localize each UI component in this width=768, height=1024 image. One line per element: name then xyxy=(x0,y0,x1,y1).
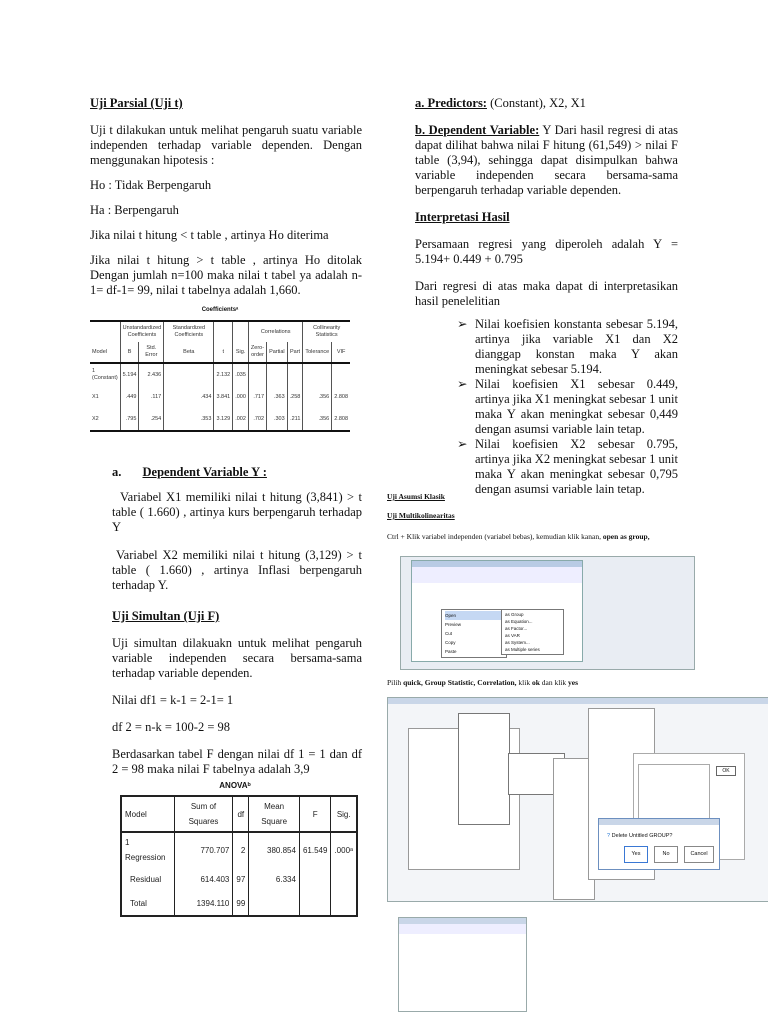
cell: 61.549 xyxy=(299,832,330,867)
col-header: Tolerance xyxy=(303,342,332,363)
col-header: Sum of Squares xyxy=(174,796,233,832)
cell: .002 xyxy=(233,408,249,431)
section-title-interpretasi: Interpretasi Hasil xyxy=(415,210,510,224)
toolbar xyxy=(412,567,582,583)
df1-text: Nilai df1 = k-1 = 2-1= 1 xyxy=(112,693,234,707)
menu-item-as-group[interactable]: as Group xyxy=(505,612,524,617)
list-item xyxy=(457,437,678,497)
menu-item-cut[interactable]: Cut xyxy=(445,631,453,636)
table-row xyxy=(121,832,357,867)
table-row xyxy=(90,408,350,431)
rule-1: Jika nilai t hitung < t table , artinya Ho diterima xyxy=(90,228,329,242)
menu-item[interactable]: as Equation... xyxy=(505,619,533,624)
dependent-note xyxy=(415,123,678,198)
cell xyxy=(299,891,330,916)
arrow-bullet-icon: ➢ xyxy=(457,317,468,331)
menu-item[interactable]: as System... xyxy=(505,640,530,645)
cell: 99 xyxy=(233,891,249,916)
cell xyxy=(249,891,300,916)
predictors-note xyxy=(415,96,678,111)
paragraph-x2: Variabel X2 memiliki nilai t hitung (3,129) > t table ( 1.660) , artinya Inflasi berpengaruh terhadap Y. xyxy=(112,548,362,592)
cell: X2 xyxy=(92,415,99,422)
screenshot-correlation-output xyxy=(398,917,527,1012)
text: dan klik xyxy=(539,678,569,687)
cell: 2.808 xyxy=(332,408,350,431)
paragraph: Dari regresi di atas maka dapat di interpretasikan hasil penelelitian xyxy=(415,279,678,308)
dependent-title: Dependent Variable Y : xyxy=(142,465,267,479)
cell: 2.808 xyxy=(332,386,350,408)
toolbar xyxy=(399,924,526,934)
regression-equation: Persamaan regresi yang diperoleh adalah Y = 5.194+ 0.449 + 0.795 xyxy=(415,237,678,266)
screenshot-open-as-group xyxy=(400,556,695,670)
cell: 2.436 xyxy=(139,363,164,386)
anova-table xyxy=(120,795,358,917)
cell: Residual xyxy=(130,874,162,884)
cell xyxy=(331,867,357,891)
question-icon: ? xyxy=(607,833,611,839)
cell: X1 xyxy=(92,393,99,400)
cancel-button[interactable]: Cancel xyxy=(684,846,714,863)
asumsi-section xyxy=(387,492,707,542)
cell: .000ᵃ xyxy=(331,832,357,867)
text: open as group, xyxy=(602,532,650,541)
cell: 3.129 xyxy=(214,408,233,431)
coefficients-title: Coefficientsᵃ xyxy=(201,307,239,313)
instruction-1 xyxy=(387,532,707,542)
cell: .258 xyxy=(287,386,303,408)
ok-button[interactable]: OK xyxy=(716,766,736,776)
table-row xyxy=(90,386,350,408)
interpretation-list xyxy=(415,317,678,497)
submenu xyxy=(501,609,564,655)
right-column xyxy=(415,96,678,497)
table-row xyxy=(90,363,350,386)
group-header: Standardized Coefficients xyxy=(164,321,214,342)
section-title-multikolinearitas: Uji Multikolinearitas xyxy=(387,511,455,520)
screenshot-group-statistic xyxy=(387,697,768,902)
menu-item[interactable]: as VAR xyxy=(505,633,520,638)
cell: 3.841 xyxy=(214,386,233,408)
delete-group-dialog xyxy=(598,818,720,870)
cell: Total xyxy=(130,898,147,908)
yes-button[interactable]: Yes xyxy=(624,846,648,863)
cell: .434 xyxy=(164,386,214,408)
cell: 2 xyxy=(233,832,249,867)
context-menu xyxy=(441,609,507,658)
cell: 5.194 xyxy=(120,363,139,386)
cell: 1 (Constant) xyxy=(92,368,118,381)
menu-item[interactable]: as Factor... xyxy=(505,626,528,631)
interpretation-t xyxy=(112,490,362,777)
instruction-2 xyxy=(387,678,717,688)
col-header: Std. Error xyxy=(139,342,164,363)
col-header: Partial xyxy=(267,342,288,363)
value: Y Dari hasil regresi di atas dapat dilihat bahwa nilai F hitung (61,549) > nilai F table (3,94), sehingga dapat disimpulkan bahwa variable independen secara bersama-sama berpengaruh terhadap variable dependen. xyxy=(415,123,678,197)
col-header: t xyxy=(214,342,233,363)
menu-item-paste[interactable]: Paste xyxy=(445,649,457,654)
menu-bar xyxy=(388,698,768,704)
cell xyxy=(267,363,288,386)
quick-menu xyxy=(458,713,510,825)
menu-item-preview[interactable]: Preview xyxy=(445,622,462,627)
cell xyxy=(303,363,332,386)
f-table-text: Berdasarkan tabel F dengan nilai df 1 = 1 dan df 2 = 98 maka nilai F tabelnya adalah 3,9 xyxy=(112,747,362,776)
text: quick, Group Statistic, Correlation, xyxy=(403,678,517,687)
cell xyxy=(299,867,330,891)
cell: .363 xyxy=(267,386,288,408)
dependent-heading xyxy=(112,465,267,480)
menu-item-open[interactable]: Open xyxy=(445,611,503,620)
cell: .117 xyxy=(139,386,164,408)
col-header: Model xyxy=(121,796,174,832)
cell: 1394.110 xyxy=(174,891,233,916)
value: (Constant), X2, X1 xyxy=(490,96,586,110)
label: a. Predictors: xyxy=(415,96,487,110)
col-header: B xyxy=(120,342,139,363)
text: ok xyxy=(531,678,540,687)
cell xyxy=(331,891,357,916)
paragraph: Uji t dilakukan untuk melihat pengaruh suatu variable independen terhadap variable dependen. Dengan menggunakan hipotesis : xyxy=(90,123,362,167)
text: klik xyxy=(516,678,532,687)
menu-item[interactable]: as Multiple series xyxy=(505,647,540,652)
cell: 380.854 xyxy=(249,832,300,867)
dialog-text: Delete Untitled GROUP? xyxy=(611,833,673,839)
cell: .717 xyxy=(248,386,266,408)
col-header: df xyxy=(233,796,249,832)
cell: 97 xyxy=(233,867,249,891)
menu-item-copy[interactable]: Copy xyxy=(445,640,456,645)
list-item xyxy=(457,377,678,437)
cell: .254 xyxy=(139,408,164,431)
col-header: Part xyxy=(287,342,303,363)
list-item xyxy=(457,317,678,377)
cell: .303 xyxy=(267,408,288,431)
hypothesis-ho: Ho : Tidak Berpengaruh xyxy=(90,178,212,192)
bullet-text: Nilai koefisien X2 sebesar 0.795, artinya jika X2 meningkat sebesar 1 unit maka Y akan meningkat sebesar 0,795 dengan asumsi variable lain tetap. xyxy=(475,437,678,496)
col-header: VIF xyxy=(332,342,350,363)
cell: .035 xyxy=(233,363,249,386)
cell: 770.707 xyxy=(174,832,233,867)
col-header: Mean Square xyxy=(249,796,300,832)
cell: 1 Regression xyxy=(125,838,166,862)
text: yes xyxy=(568,678,579,687)
group-header: Collinearity Statistics xyxy=(303,321,350,342)
col-header: Model xyxy=(90,342,120,363)
no-button[interactable]: No xyxy=(654,846,678,863)
text: Pilih xyxy=(387,678,404,687)
cell: 614.403 xyxy=(174,867,233,891)
col-header: Zero-order xyxy=(248,342,266,363)
cell xyxy=(332,363,350,386)
df2-text: df 2 = n-k = 100-2 = 98 xyxy=(112,720,231,734)
list-marker: a. xyxy=(112,465,122,479)
rule-2: Jika nilai t hitung > t table , artinya Ho ditolak Dengan jumlah n=100 maka nilai t tabel ya adalah n-1= df-1= 99, nilai t tabelnya adalah 1,660. xyxy=(90,253,362,297)
cell xyxy=(287,363,303,386)
section-title-uji-t: Uji Parsial (Uji t) xyxy=(90,96,183,110)
cell: .356 xyxy=(303,386,332,408)
paragraph: Uji simultan dilakuakn untuk melihat pengaruh variable independen secara bersama-sama terhadap variable dependen. xyxy=(112,636,362,680)
cell: .000 xyxy=(233,386,249,408)
group-header: Unstandardized Coefficients xyxy=(120,321,164,342)
arrow-bullet-icon: ➢ xyxy=(457,437,468,451)
group-header: Correlations xyxy=(248,321,302,342)
arrow-bullet-icon: ➢ xyxy=(457,377,468,391)
section-title-uji-f: Uji Simultan (Uji F) xyxy=(112,609,220,623)
text: Ctrl + Klik variabel independen (variabel bebas), kemudian klik kanan, xyxy=(387,532,603,541)
table-row xyxy=(121,891,357,916)
paragraph-x1: Variabel X1 memiliki nilai t hitung (3,841) > t table ( 1.660) , artinya kurs berpengaruh terhadap Y xyxy=(112,490,362,534)
cell: .449 xyxy=(120,386,139,408)
anova-title: ANOVAᵇ xyxy=(219,781,251,790)
label: b. Dependent Variable: xyxy=(415,123,540,137)
col-header: F xyxy=(299,796,330,832)
cell: .702 xyxy=(248,408,266,431)
section-title-asumsi: Uji Asumsi Klasik xyxy=(387,492,445,501)
left-column xyxy=(90,96,362,298)
bullet-text: Nilai koefisien X1 sebesar 0.449, artinya jika X1 meningkat sebesar 1 unit maka Y akan meningkat sebesar 0,449 dengan asumsi variable lain tetap. xyxy=(475,377,678,436)
col-header: Sig. xyxy=(233,342,249,363)
hypothesis-ha: Ha : Berpengaruh xyxy=(90,203,179,217)
cell xyxy=(248,363,266,386)
cell: 2.132 xyxy=(214,363,233,386)
cell: .356 xyxy=(303,408,332,431)
bullet-text: Nilai koefisien konstanta sebesar 5.194, artinya jika variable X1 dan X2 dianggap konstan maka Y akan meningkat sebesar 5.194. xyxy=(475,317,678,376)
table-row xyxy=(121,867,357,891)
coefficients-table xyxy=(90,320,350,432)
col-header: Beta xyxy=(164,342,214,363)
col-header: Sig. xyxy=(331,796,357,832)
cell: 6.334 xyxy=(249,867,300,891)
cell: .353 xyxy=(164,408,214,431)
cell: .211 xyxy=(287,408,303,431)
dialog-message xyxy=(599,825,719,848)
cell: .795 xyxy=(120,408,139,431)
cell xyxy=(164,363,214,386)
